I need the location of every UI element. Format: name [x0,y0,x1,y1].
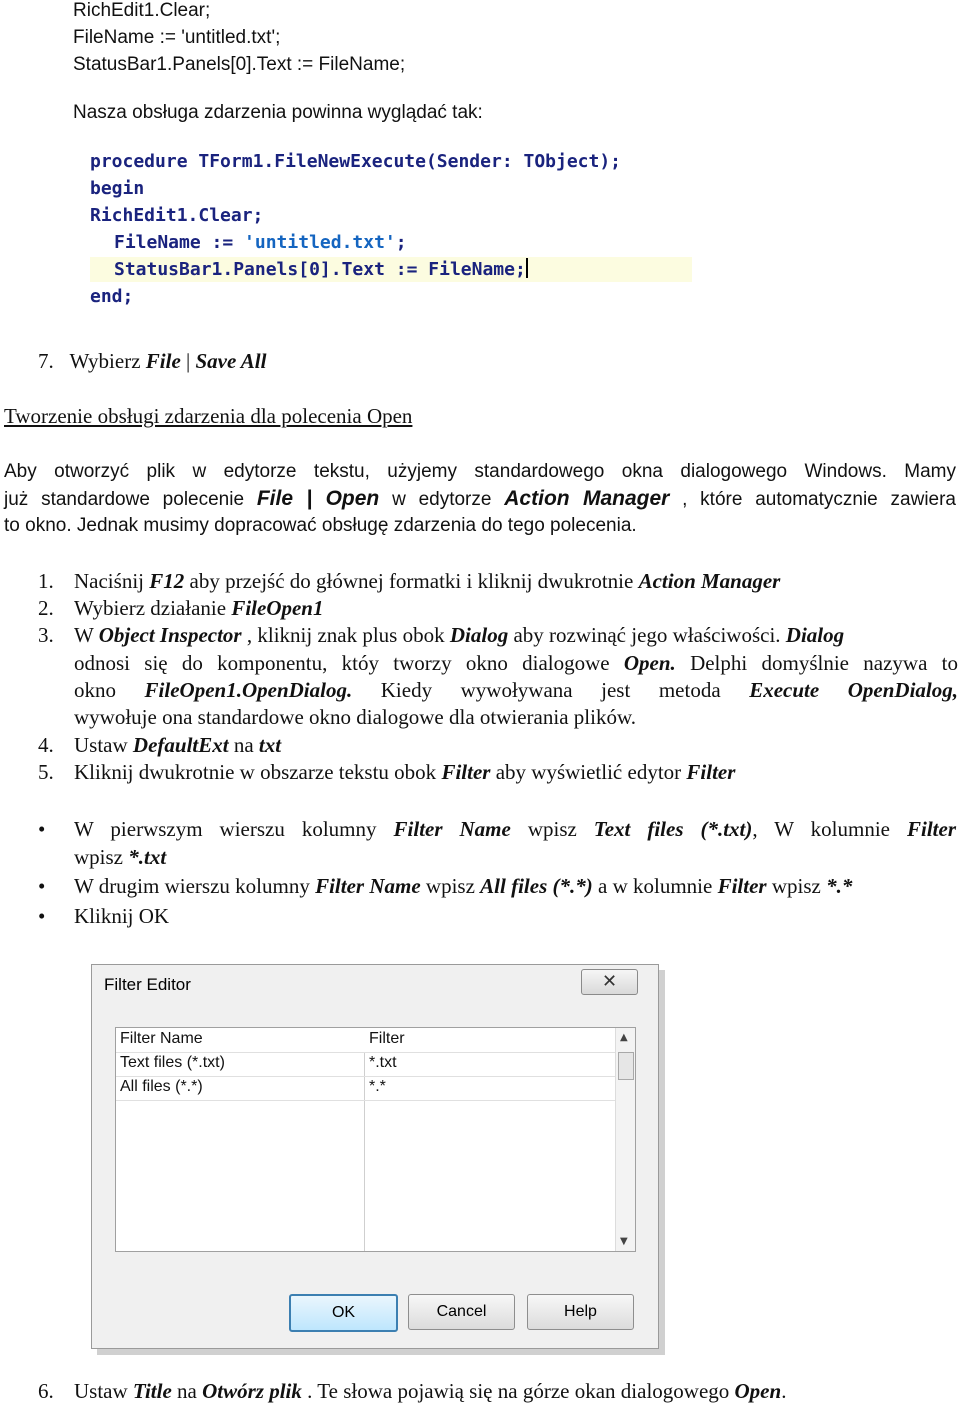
scroll-thumb[interactable] [618,1052,634,1080]
bullet-3: Kliknij OK [74,904,170,928]
grid-row[interactable] [116,1052,615,1077]
cancel-button[interactable]: Cancel [408,1294,515,1330]
bullet-glyph: • [38,817,46,841]
step-3-line-3: okno FileOpen1.OpenDialog. Kiedy wywoływana jest metoda Execute OpenDialog, [74,678,958,702]
bullet-1: W pierwszym wierszu kolumny Filter Name wpisz Text files (*.txt), W kolumnie Filter [74,817,956,841]
section-heading: Tworzenie obsługi zdarzenia dla polecenia Open [4,404,413,428]
code-image-line: procedure TForm1.FileNewExecute(Sender: TObject); [90,151,622,172]
code-line-2: FileName := 'untitled.txt'; [73,27,281,48]
header-filter-name: Filter Name [120,1030,203,1047]
step-4: 4. Ustaw DefaultExt na txt [38,733,282,757]
code-image-line: end; [90,286,134,307]
code-image-line: begin [90,178,145,199]
code-image [90,148,621,310]
intro-text: Nasza obsługa zdarzenia powinna wyglądać tak: [73,102,483,123]
step-3-line-2: odnosi się do komponentu, któy tworzy okno dialogowe Open. Delphi domyślnie nazywa to [74,651,958,675]
bullet-glyph: • [38,874,46,898]
step-3-line-4: wywołuje ona standardowe okno dialogowe dla otwierania plików. [74,705,636,729]
step-2: 2. Wybierz działanie FileOpen1 [38,596,324,620]
help-button[interactable]: Help [527,1294,634,1330]
code-image-line: FileName := 'untitled.txt'; [114,232,407,253]
close-icon[interactable]: ✕ [581,969,638,995]
bullet-1-line-2: wpisz *.txt [74,845,167,869]
scroll-up-icon[interactable]: ▲ [620,1032,628,1043]
scroll-down-icon[interactable]: ▼ [620,1236,628,1247]
step-1: 1. Naciśnij F12 aby przejść do głównej formatki i kliknij dwukrotnie Action Manager [38,569,781,593]
header-filter: Filter [369,1030,405,1047]
text-cursor [526,258,528,278]
bullet-2: W drugim wierszu kolumny Filter Name wpisz All files (*.*) a w kolumnie Filter wpisz *.* [74,874,853,898]
code-line-3: StatusBar1.Panels[0].Text := FileName; [73,54,406,75]
cell-filter-name[interactable]: All files (*.*) [120,1078,203,1095]
bullet-glyph: • [38,904,46,928]
code-image-line: RichEdit1.Clear; [90,205,264,226]
paragraph-line: Aby otworzyć plik w edytorze tekstu, użyjemy standardowego okna dialogowego Windows. Mamy [4,461,956,482]
vertical-scrollbar[interactable] [615,1028,635,1251]
cell-filter[interactable]: *.txt [369,1054,397,1071]
filter-editor-dialog [91,964,659,1349]
code-line-1: RichEdit1.Clear; [73,0,211,21]
cell-filter-name[interactable]: Text files (*.txt) [120,1054,225,1071]
paragraph-line: już standardowe polecenie File | Open w edytorze Action Manager , które automatycznie zawiera [4,487,957,510]
paragraph-line: to okno. Jednak musimy dopracować obsługę zdarzenia do tego polecenia. [4,515,637,536]
filter-grid[interactable] [115,1027,636,1252]
grid-header-row [116,1028,615,1053]
step-6: 6. Ustaw Title na Otwórz plik . Te słowa pojawią się na górze okan dialogowego Open. [38,1379,787,1403]
cell-filter[interactable]: *.* [369,1078,386,1095]
ok-button[interactable]: OK [289,1294,398,1332]
dialog-title: Filter Editor [104,975,191,994]
code-image-line: StatusBar1.Panels[0].Text := FileName; [114,259,526,280]
step-7: 7. Wybierz File | Save All [38,349,267,373]
grid-row[interactable] [116,1076,615,1101]
step-3: 3. W Object Inspector , kliknij znak plus obok Dialog aby rozwinąć jego właściwości. Dialog [38,623,845,647]
step-5: 5. Kliknij dwukrotnie w obszarze tekstu obok Filter aby wyświetlić edytor Filter [38,760,736,784]
